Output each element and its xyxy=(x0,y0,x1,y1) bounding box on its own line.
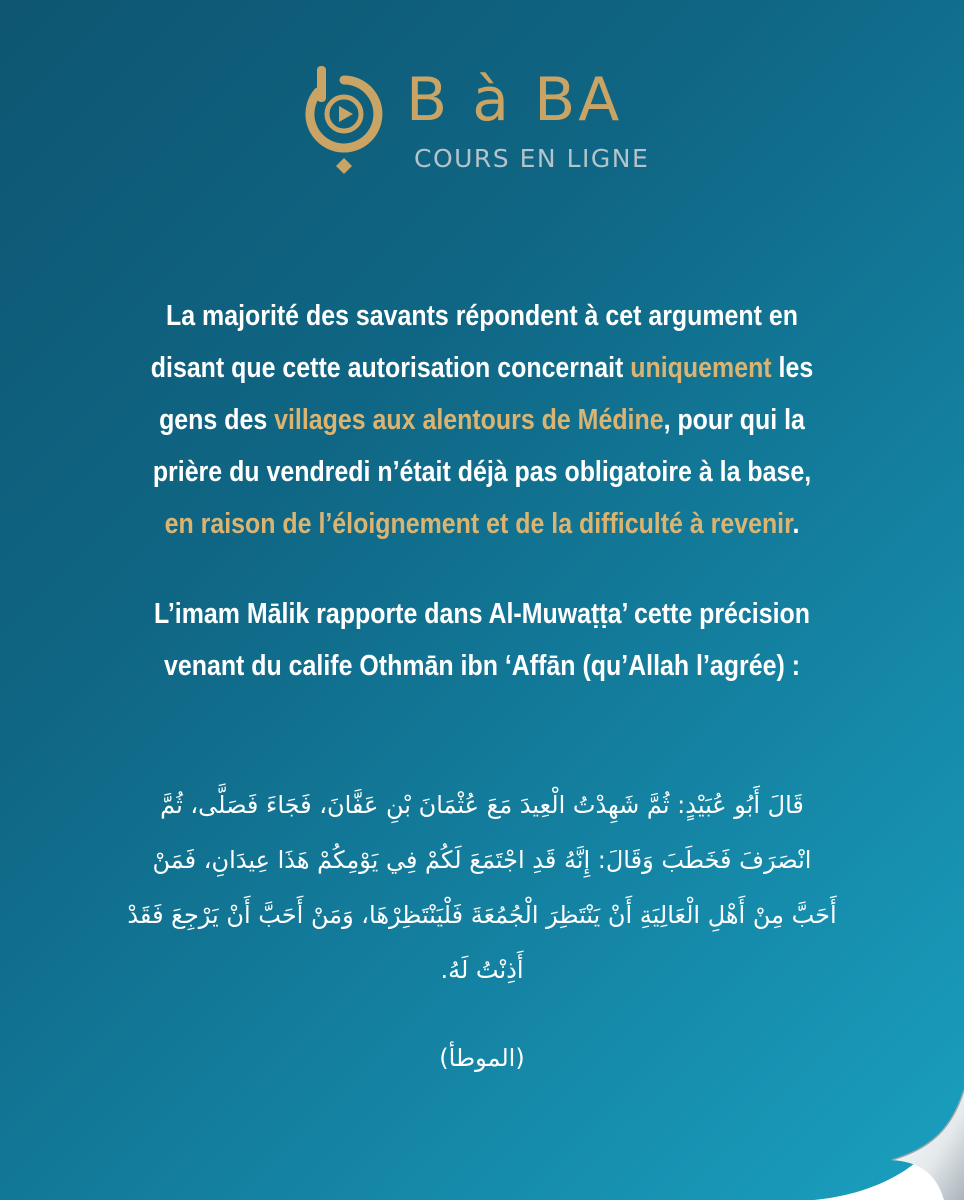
text-line xyxy=(102,342,862,394)
paragraph-majority-opinion xyxy=(102,290,862,550)
page-curl-icon xyxy=(814,1090,964,1200)
text-segment: disant que cette autorisation concernait xyxy=(150,352,631,384)
text-segment: gens des xyxy=(159,404,275,436)
text-line xyxy=(102,498,862,550)
text-segment: , pour qui la xyxy=(663,404,805,436)
paragraph-imam-malik xyxy=(102,588,862,692)
highlight-text: villages aux alentours de Médine xyxy=(274,404,664,436)
brand-tagline: COURS EN LIGNE xyxy=(414,144,650,173)
highlight-text: en raison de l’éloignement et de la difficulté à revenir xyxy=(164,508,793,540)
play-pin-icon xyxy=(296,62,392,178)
text-segment: . xyxy=(792,508,800,540)
arabic-line: قَالَ أَبُو عُبَيْدٍ: ثُمَّ شَهِدْتُ الْعِيدَ مَعَ عُثْمَانَ بْنِ عَفَّانَ، فَجَاءَ فَصَلَّى، ثُمَّ xyxy=(160,791,804,819)
arabic-line: أَذِنْتُ لَهُ. xyxy=(440,956,524,984)
text-line: prière du vendredi n’était déjà pas obligatoire à la base, xyxy=(152,456,812,488)
arabic-line: أَحَبَّ مِنْ أَهْلِ الْعَالِيَةِ أَنْ يَنْتَظِرَ الْجُمُعَةَ فَلْيَنْتَظِرْهَا، وَمَنْ أَحَبَّ أَنْ يَرْجِعَ فَقَدْ xyxy=(127,901,837,929)
highlight-text: uniquement xyxy=(630,352,772,384)
text-line: La majorité des savants répondent à cet argument en xyxy=(165,300,798,332)
text-line: venant du calife Othmān ibn ‘Affān (qu’Allah l’agrée) : xyxy=(163,650,801,682)
text-line xyxy=(102,394,862,446)
arabic-quote xyxy=(60,778,904,998)
arabic-line: انْصَرَفَ فَخَطَبَ وَقَالَ: إِنَّهُ قَدِ اجْتَمَعَ لَكُمْ فِي يَوْمِكُمْ هَذَا عِيدَانِ، فَمَنْ xyxy=(152,846,812,874)
brand-name: B à BA xyxy=(406,65,623,135)
text-line: L’imam Mālik rapporte dans Al-Muwaṭṭa’ cette précision xyxy=(154,598,810,630)
text-segment: les xyxy=(771,352,814,384)
brand-logo xyxy=(296,62,656,182)
quote-source: (الموطأ) xyxy=(439,1044,525,1072)
